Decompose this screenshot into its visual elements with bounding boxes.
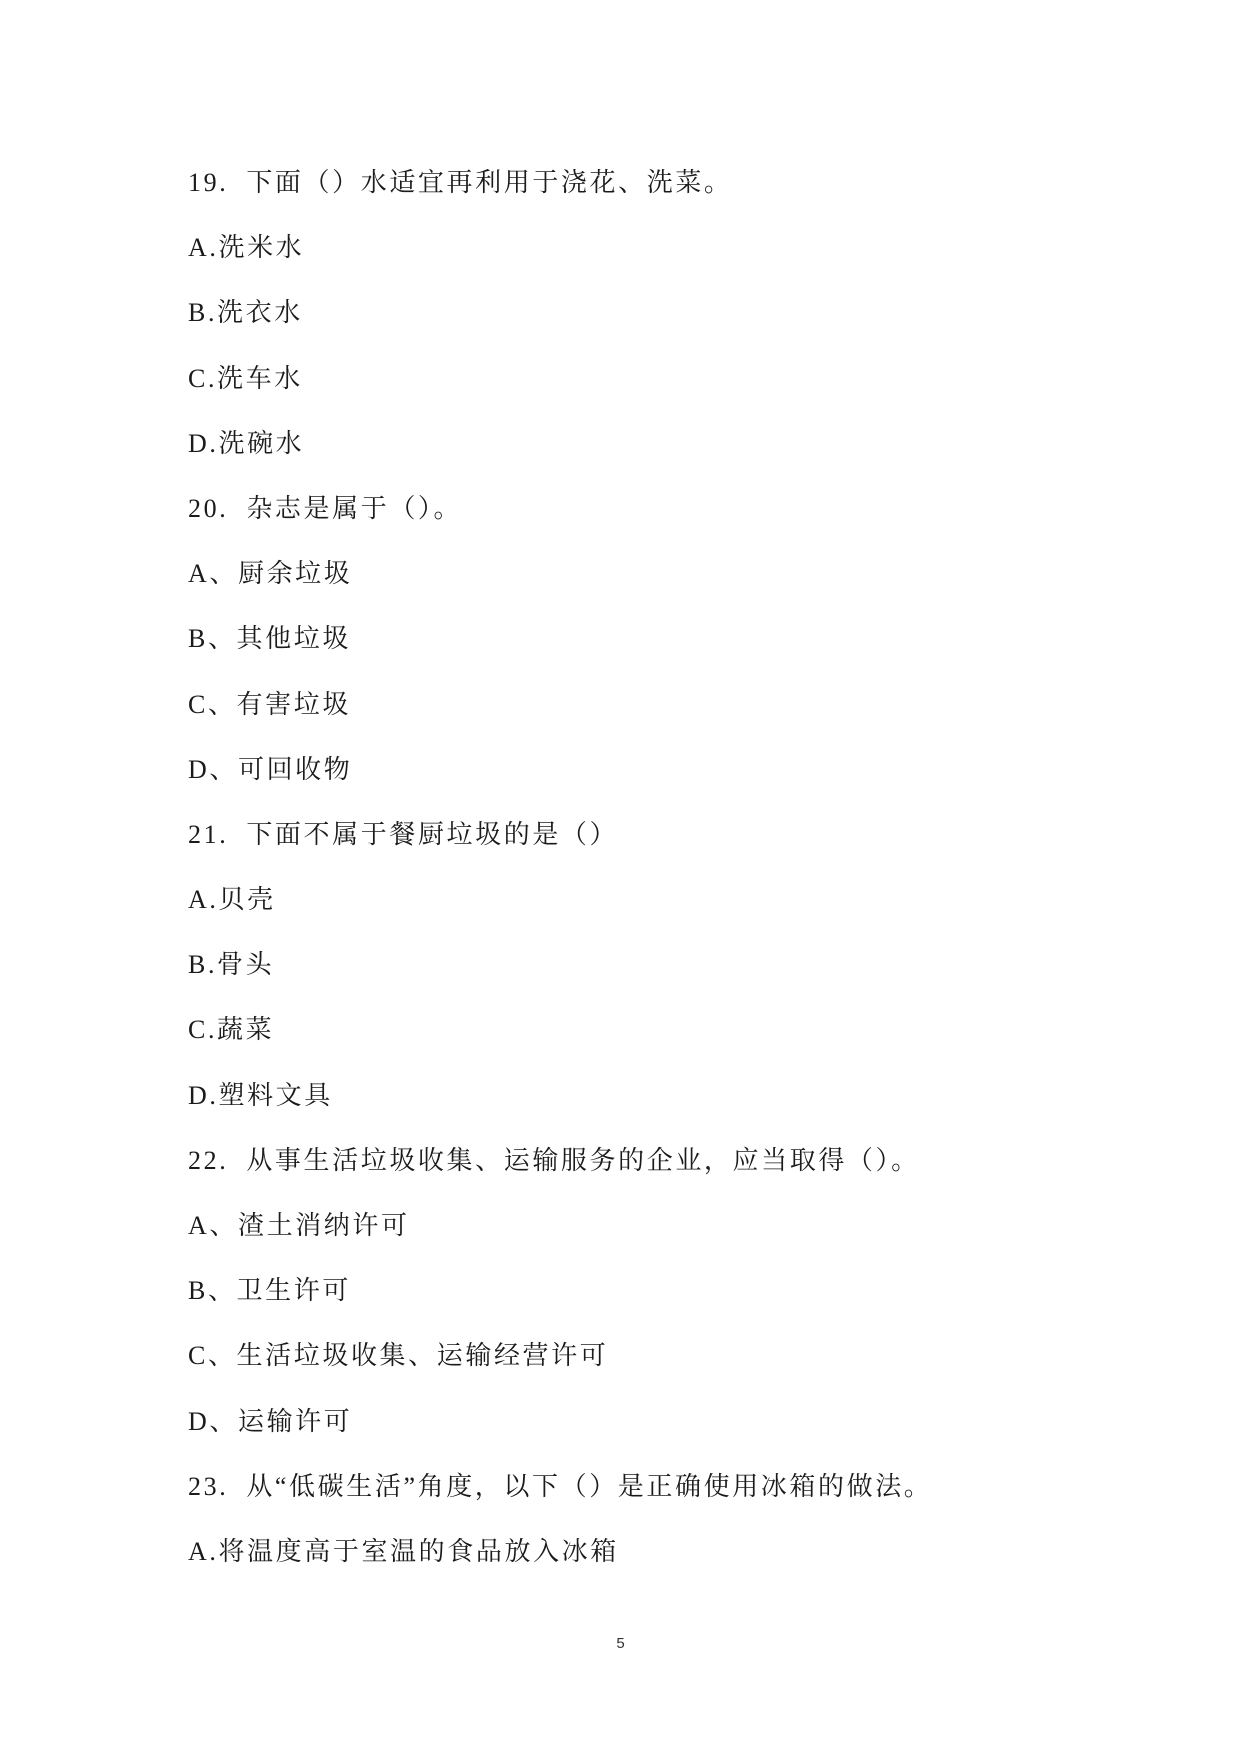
option-d: D、运输许可	[188, 1406, 353, 1436]
question-number: 23.	[188, 1471, 229, 1501]
question-stem	[188, 476, 1188, 541]
question-text: 杂志是属于（）。	[246, 493, 463, 523]
question-list	[188, 150, 1188, 1584]
option-b: B、其他垃圾	[188, 624, 351, 654]
question-stem	[188, 802, 1188, 867]
option-a: A、渣土消纳许可	[188, 1211, 410, 1240]
option-a: A.洗米水	[188, 233, 305, 263]
option-a: A、厨余垃圾	[188, 559, 353, 589]
option-b: B、卫生许可	[188, 1276, 351, 1306]
option-b: B.洗衣水	[188, 298, 303, 328]
question-stem	[188, 1128, 1188, 1193]
option-c: C、有害垃圾	[188, 689, 351, 719]
option-d: D.塑料文具	[188, 1080, 333, 1110]
option-c: C.洗车水	[188, 363, 303, 393]
question-text: 下面不属于餐厨垃圾的是（）	[246, 819, 619, 849]
question-stem	[188, 1454, 1188, 1519]
question-number: 21.	[188, 819, 229, 849]
option-c: C.蔬菜	[188, 1015, 275, 1045]
option-c: C、生活垃圾收集、运输经营许可	[188, 1341, 609, 1371]
option-a: A.贝壳	[188, 885, 276, 915]
option-b: B.骨头	[188, 950, 275, 980]
question-text: 下面（）水适宜再利用于浇花、洗菜。	[246, 168, 733, 197]
question-text: 从事生活垃圾收集、运输服务的企业，应当取得（）。	[246, 1145, 920, 1175]
page-number: 5	[616, 1635, 625, 1652]
question-number: 22.	[188, 1145, 229, 1175]
option-d: D.洗碗水	[188, 428, 305, 458]
question-text: 从“低碳生活”角度，以下（）是正确使用冰箱的做法。	[246, 1471, 933, 1501]
option-d: D、可回收物	[188, 754, 353, 784]
question-number: 20.	[188, 493, 229, 523]
question-stem	[188, 150, 1188, 215]
question-number: 19.	[188, 168, 229, 197]
option-a: A.将温度高于室温的食品放入冰箱	[188, 1536, 619, 1566]
